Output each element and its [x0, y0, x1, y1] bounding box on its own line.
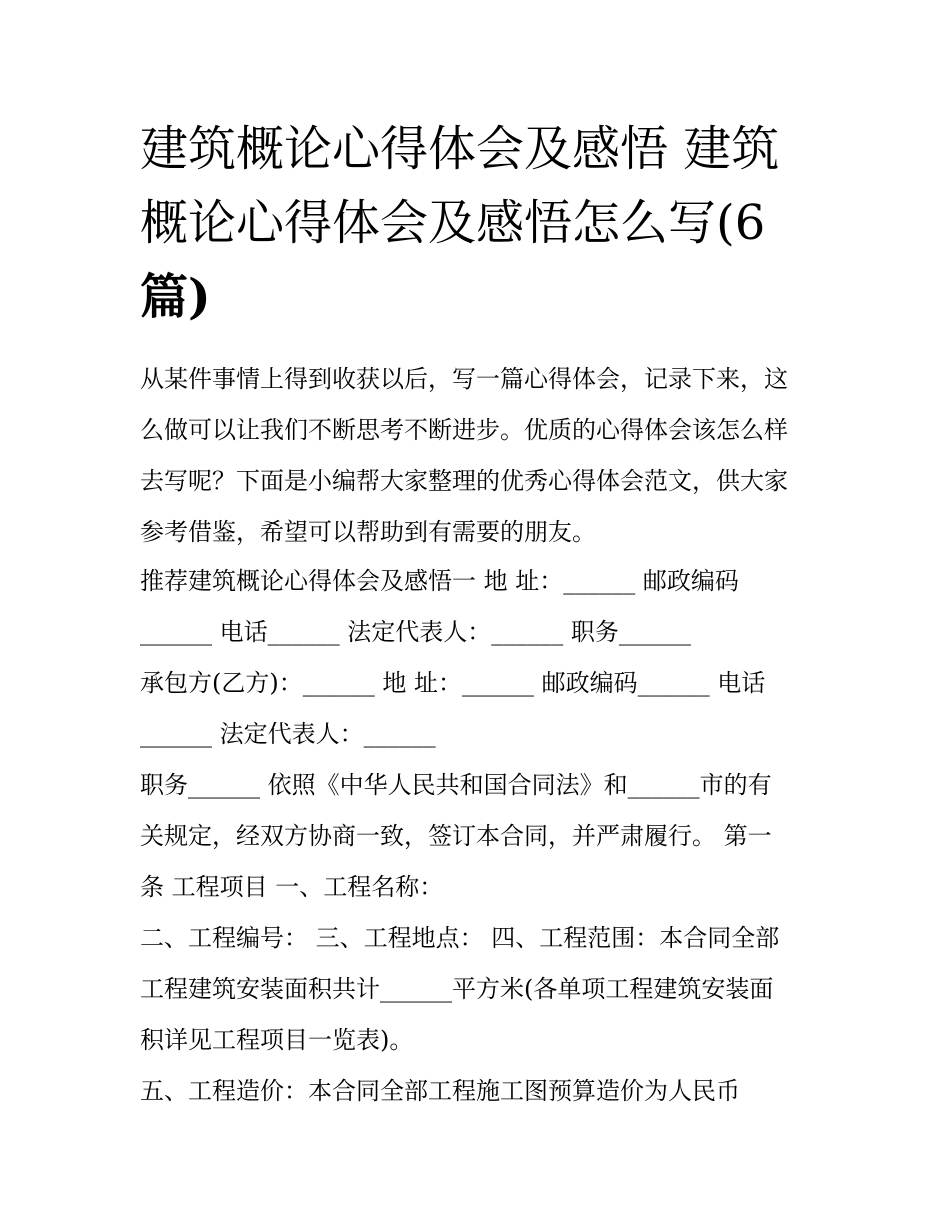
intro-paragraph — [140, 354, 830, 558]
title-line: 建筑概论心得体会及感悟 建筑 — [140, 121, 780, 177]
contract-line: 承包方(乙方)：______ 地 址：______ 邮政编码______ 电话 — [140, 669, 766, 697]
contract-line: 二、工程编号： 三、工程地点： 四、工程范围：本合同全部 — [140, 924, 780, 952]
document-title — [140, 112, 820, 334]
intro-line: 么做可以让我们不断思考不断进步。优质的心得体会该怎么样 — [140, 416, 788, 444]
title-line: 篇) — [140, 269, 211, 325]
title-line: 概论心得体会及感悟怎么写(6 — [140, 195, 766, 251]
intro-line: 参考借鉴，希望可以帮助到有需要的朋友。 — [140, 518, 596, 546]
contract-line: 职务______ 依照《中华人民共和国合同法》和______市的有 — [140, 771, 772, 799]
contract-line: ______ 法定代表人：______ — [140, 720, 436, 748]
contract-line: 五、工程造价：本合同全部工程施工图预算造价为人民币 — [140, 1077, 740, 1105]
contract-section — [140, 556, 830, 1117]
contract-line: 条 工程项目 一、工程名称： — [140, 873, 444, 901]
contract-line: 推荐建筑概论心得体会及感悟一 地 址：______ 邮政编码 — [140, 567, 739, 595]
contract-line: 积详见工程项目一览表)。 — [140, 1026, 414, 1054]
contract-line: 关规定，经双方协商一致，签订本合同，并严肃履行。 第一 — [140, 822, 772, 850]
intro-line: 去写呢？下面是小编帮大家整理的优秀心得体会范文，供大家 — [140, 467, 788, 495]
contract-line: ______ 电话______ 法定代表人：______ 职务______ — [140, 618, 691, 646]
contract-line: 工程建筑安装面积共计______平方米(各单项工程建筑安装面 — [140, 975, 774, 1003]
intro-line: 从某件事情上得到收获以后，写一篇心得体会，记录下来，这 — [140, 365, 788, 393]
